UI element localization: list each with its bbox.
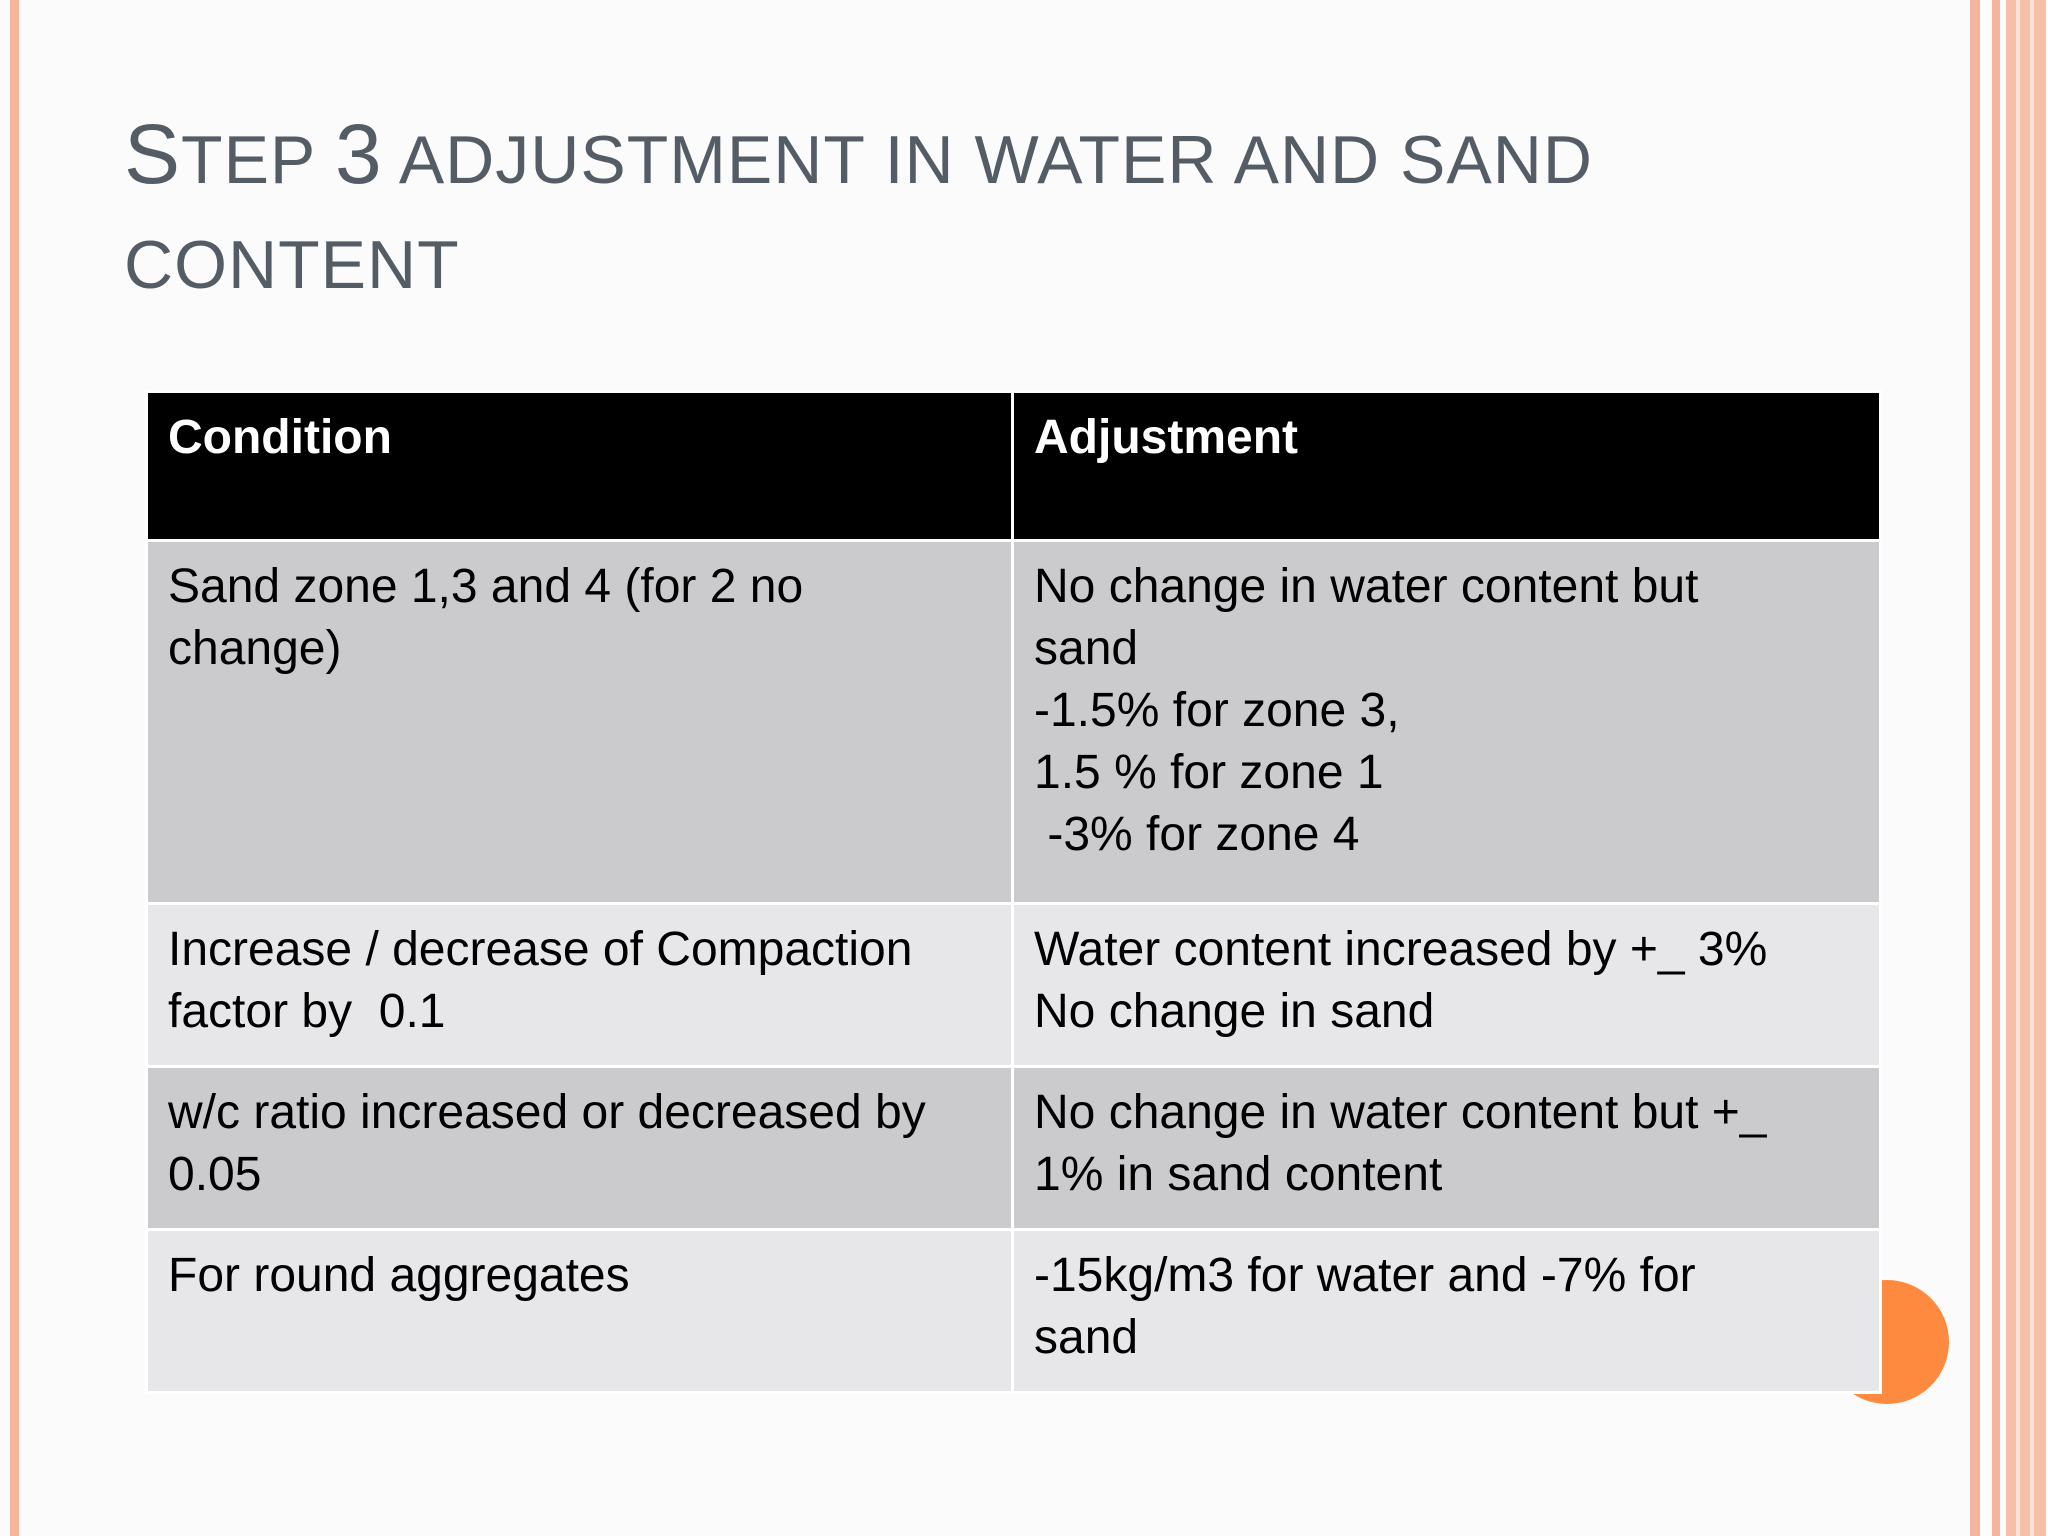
title-part: ADJUSTMENT IN WATER AND SAND CONTENT (124, 122, 1593, 303)
condition-cell (147, 1230, 1013, 1393)
adjustment-cell (1013, 1230, 1881, 1393)
cell-line: Sand zone 1,3 and 4 (for 2 no (168, 560, 804, 613)
table-row (147, 541, 1881, 904)
cell-line: -3% for zone 4 (1034, 808, 1360, 861)
cell-line: -15kg/m3 for water and -7% for (1034, 1249, 1696, 1302)
title-number: 3 (334, 107, 383, 201)
condition-cell (147, 541, 1013, 904)
adjustment-table (145, 390, 1882, 1394)
column-header-condition: Condition (147, 392, 1013, 541)
cell-line: 1.5 % for zone 1 (1034, 746, 1384, 799)
left-decorative-stripe (10, 0, 19, 1536)
title-initial: S (124, 107, 182, 201)
table-header-row (147, 392, 1881, 541)
cell-line: sand (1034, 622, 1139, 675)
cell-line: For round aggregates (168, 1249, 630, 1302)
cell-line: No change in water content but (1034, 560, 1699, 613)
cell-line: sand (1034, 1311, 1139, 1364)
cell-line: 0.05 (168, 1148, 262, 1201)
right-stripe (2006, 0, 2046, 1536)
right-stripe (1992, 0, 2000, 1536)
cell-line: change) (168, 622, 342, 675)
adjustment-cell (1013, 904, 1881, 1067)
cell-line: Water content increased by +_ 3% (1034, 923, 1768, 976)
condition-cell (147, 1067, 1013, 1230)
slide-title (124, 102, 1724, 317)
right-decorative-stripes (1966, 0, 2048, 1536)
table-row (147, 1067, 1881, 1230)
right-stripe (1970, 0, 1980, 1536)
cell-line: w/c ratio increased or decreased by (168, 1086, 926, 1139)
adjustment-cell (1013, 1067, 1881, 1230)
cell-line: -1.5% for zone 3, (1034, 684, 1400, 737)
column-header-adjustment: Adjustment (1013, 392, 1881, 541)
cell-line: Increase / decrease of Compaction (168, 923, 913, 976)
condition-cell (147, 904, 1013, 1067)
table-row (147, 1230, 1881, 1393)
cell-line: 1% in sand content (1034, 1148, 1443, 1201)
adjustment-cell (1013, 541, 1881, 904)
cell-line: factor by 0.1 (168, 985, 446, 1038)
cell-line: No change in water content but +_ (1034, 1086, 1767, 1139)
cell-line: No change in sand (1034, 985, 1435, 1038)
table-row (147, 904, 1881, 1067)
title-part: TEP (181, 122, 335, 198)
